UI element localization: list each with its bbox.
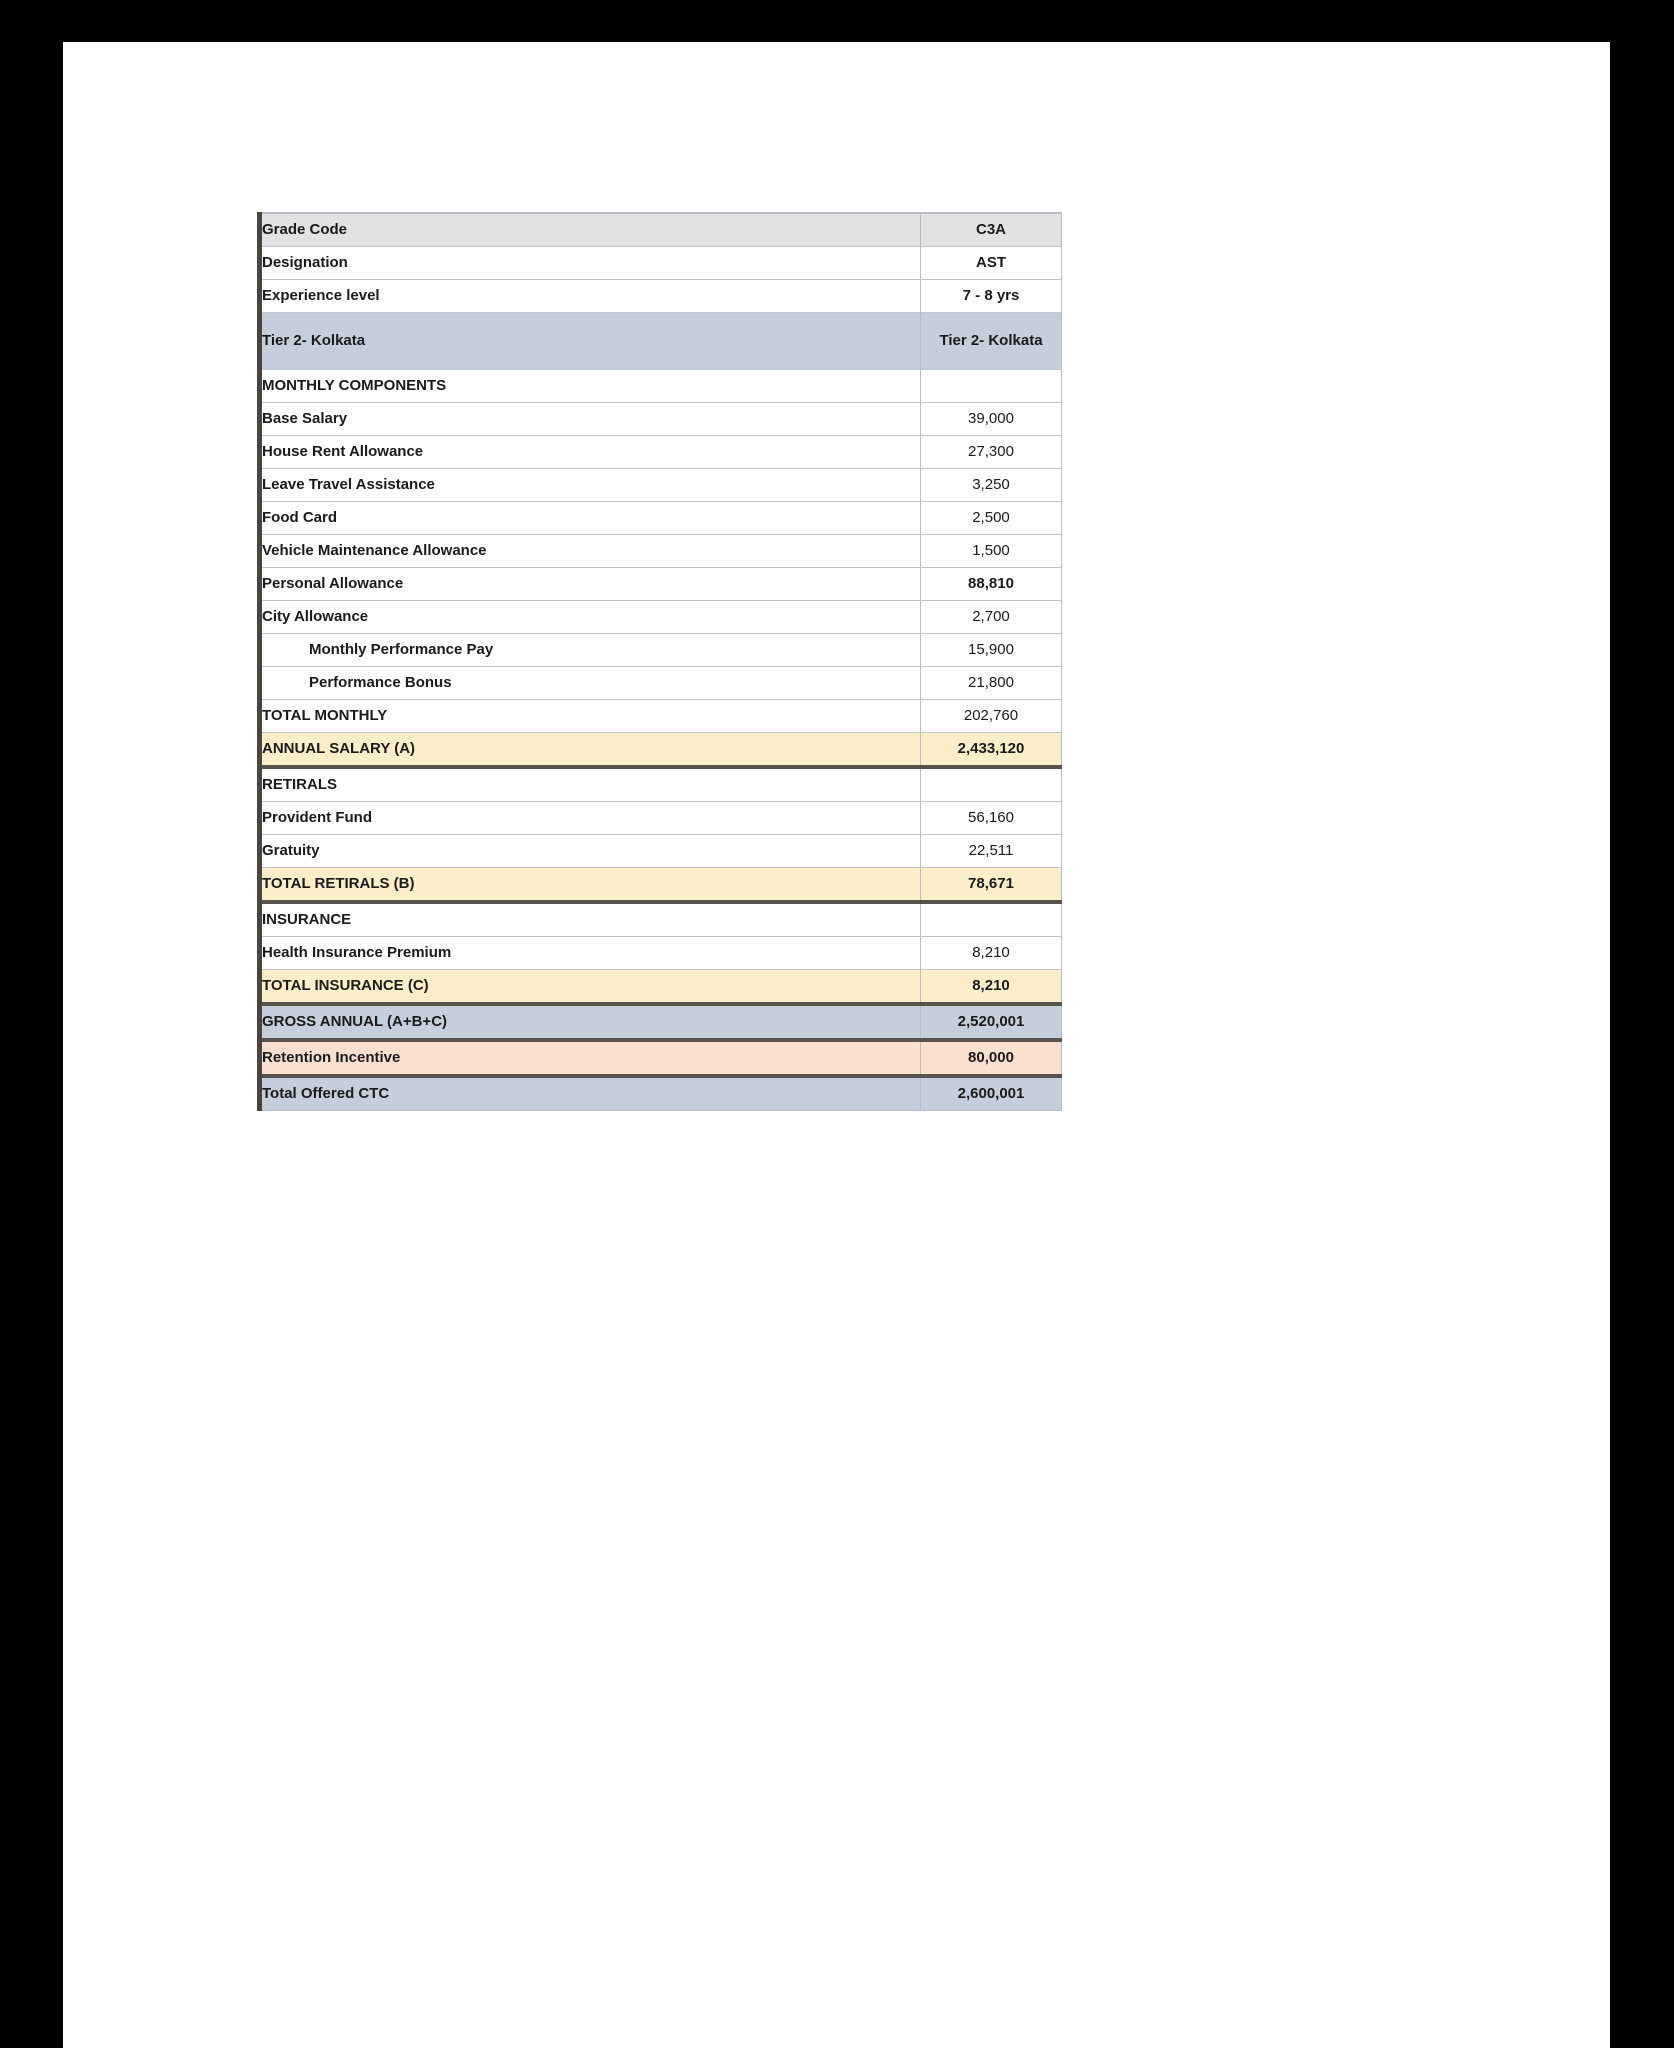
table-row [260,1004,1062,1040]
row-label: Monthly Performance Pay [260,634,921,667]
table-row [260,403,1062,436]
row-value: 2,700 [921,601,1062,634]
row-value: 1,500 [921,535,1062,568]
table-row [260,835,1062,868]
row-value: Tier 2- Kolkata [921,313,1062,370]
row-value: AST [921,247,1062,280]
row-value: 7 - 8 yrs [921,280,1062,313]
row-label: MONTHLY COMPONENTS [260,370,921,403]
row-value: 2,600,001 [921,1076,1062,1111]
row-value: 21,800 [921,667,1062,700]
row-label: City Allowance [260,601,921,634]
row-label: Health Insurance Premium [260,937,921,970]
table-row [260,767,1062,802]
row-label: TOTAL MONTHLY [260,700,921,733]
table-row [260,1040,1062,1076]
row-value: 202,760 [921,700,1062,733]
row-value: 27,300 [921,436,1062,469]
table-row [260,667,1062,700]
row-value: 78,671 [921,868,1062,903]
row-value: 2,520,001 [921,1004,1062,1040]
table-row [260,733,1062,768]
ctc-table-container [257,212,1059,1111]
row-value: 3,250 [921,469,1062,502]
ctc-table-body [260,213,1062,1111]
row-value: 22,511 [921,835,1062,868]
row-value: 2,500 [921,502,1062,535]
row-label: TOTAL RETIRALS (B) [260,868,921,903]
row-label: ANNUAL SALARY (A) [260,733,921,768]
table-row [260,601,1062,634]
row-label: INSURANCE [260,902,921,937]
document-page [63,42,1610,2048]
table-row [260,280,1062,313]
row-label: Leave Travel Assistance [260,469,921,502]
table-row [260,634,1062,667]
row-label: Performance Bonus [260,667,921,700]
table-row [260,502,1062,535]
table-row [260,568,1062,601]
row-value [921,902,1062,937]
table-row [260,213,1062,247]
table-row [260,937,1062,970]
row-label: Total Offered CTC [260,1076,921,1111]
row-label: TOTAL INSURANCE (C) [260,970,921,1005]
row-value: 56,160 [921,802,1062,835]
row-value: 80,000 [921,1040,1062,1076]
row-label: Tier 2- Kolkata [260,313,921,370]
table-row [260,469,1062,502]
row-value: 2,433,120 [921,733,1062,768]
row-label: Retention Incentive [260,1040,921,1076]
table-row [260,970,1062,1005]
row-value: 8,210 [921,970,1062,1005]
row-value: C3A [921,213,1062,247]
row-label: House Rent Allowance [260,436,921,469]
row-value: 8,210 [921,937,1062,970]
row-label: RETIRALS [260,767,921,802]
table-row [260,1076,1062,1111]
row-label: Provident Fund [260,802,921,835]
table-row [260,535,1062,568]
row-label: Food Card [260,502,921,535]
row-label: Base Salary [260,403,921,436]
row-label: Designation [260,247,921,280]
row-value: 15,900 [921,634,1062,667]
table-row [260,247,1062,280]
ctc-breakup-table [257,212,1062,1111]
row-label: Vehicle Maintenance Allowance [260,535,921,568]
table-row [260,802,1062,835]
row-value: 88,810 [921,568,1062,601]
table-row [260,868,1062,903]
row-label: Gratuity [260,835,921,868]
row-value: 39,000 [921,403,1062,436]
row-label: Grade Code [260,213,921,247]
row-label: Experience level [260,280,921,313]
row-value [921,767,1062,802]
table-row [260,370,1062,403]
table-row [260,700,1062,733]
row-value [921,370,1062,403]
row-label: GROSS ANNUAL (A+B+C) [260,1004,921,1040]
table-row [260,902,1062,937]
table-row [260,313,1062,370]
table-row [260,436,1062,469]
row-label: Personal Allowance [260,568,921,601]
